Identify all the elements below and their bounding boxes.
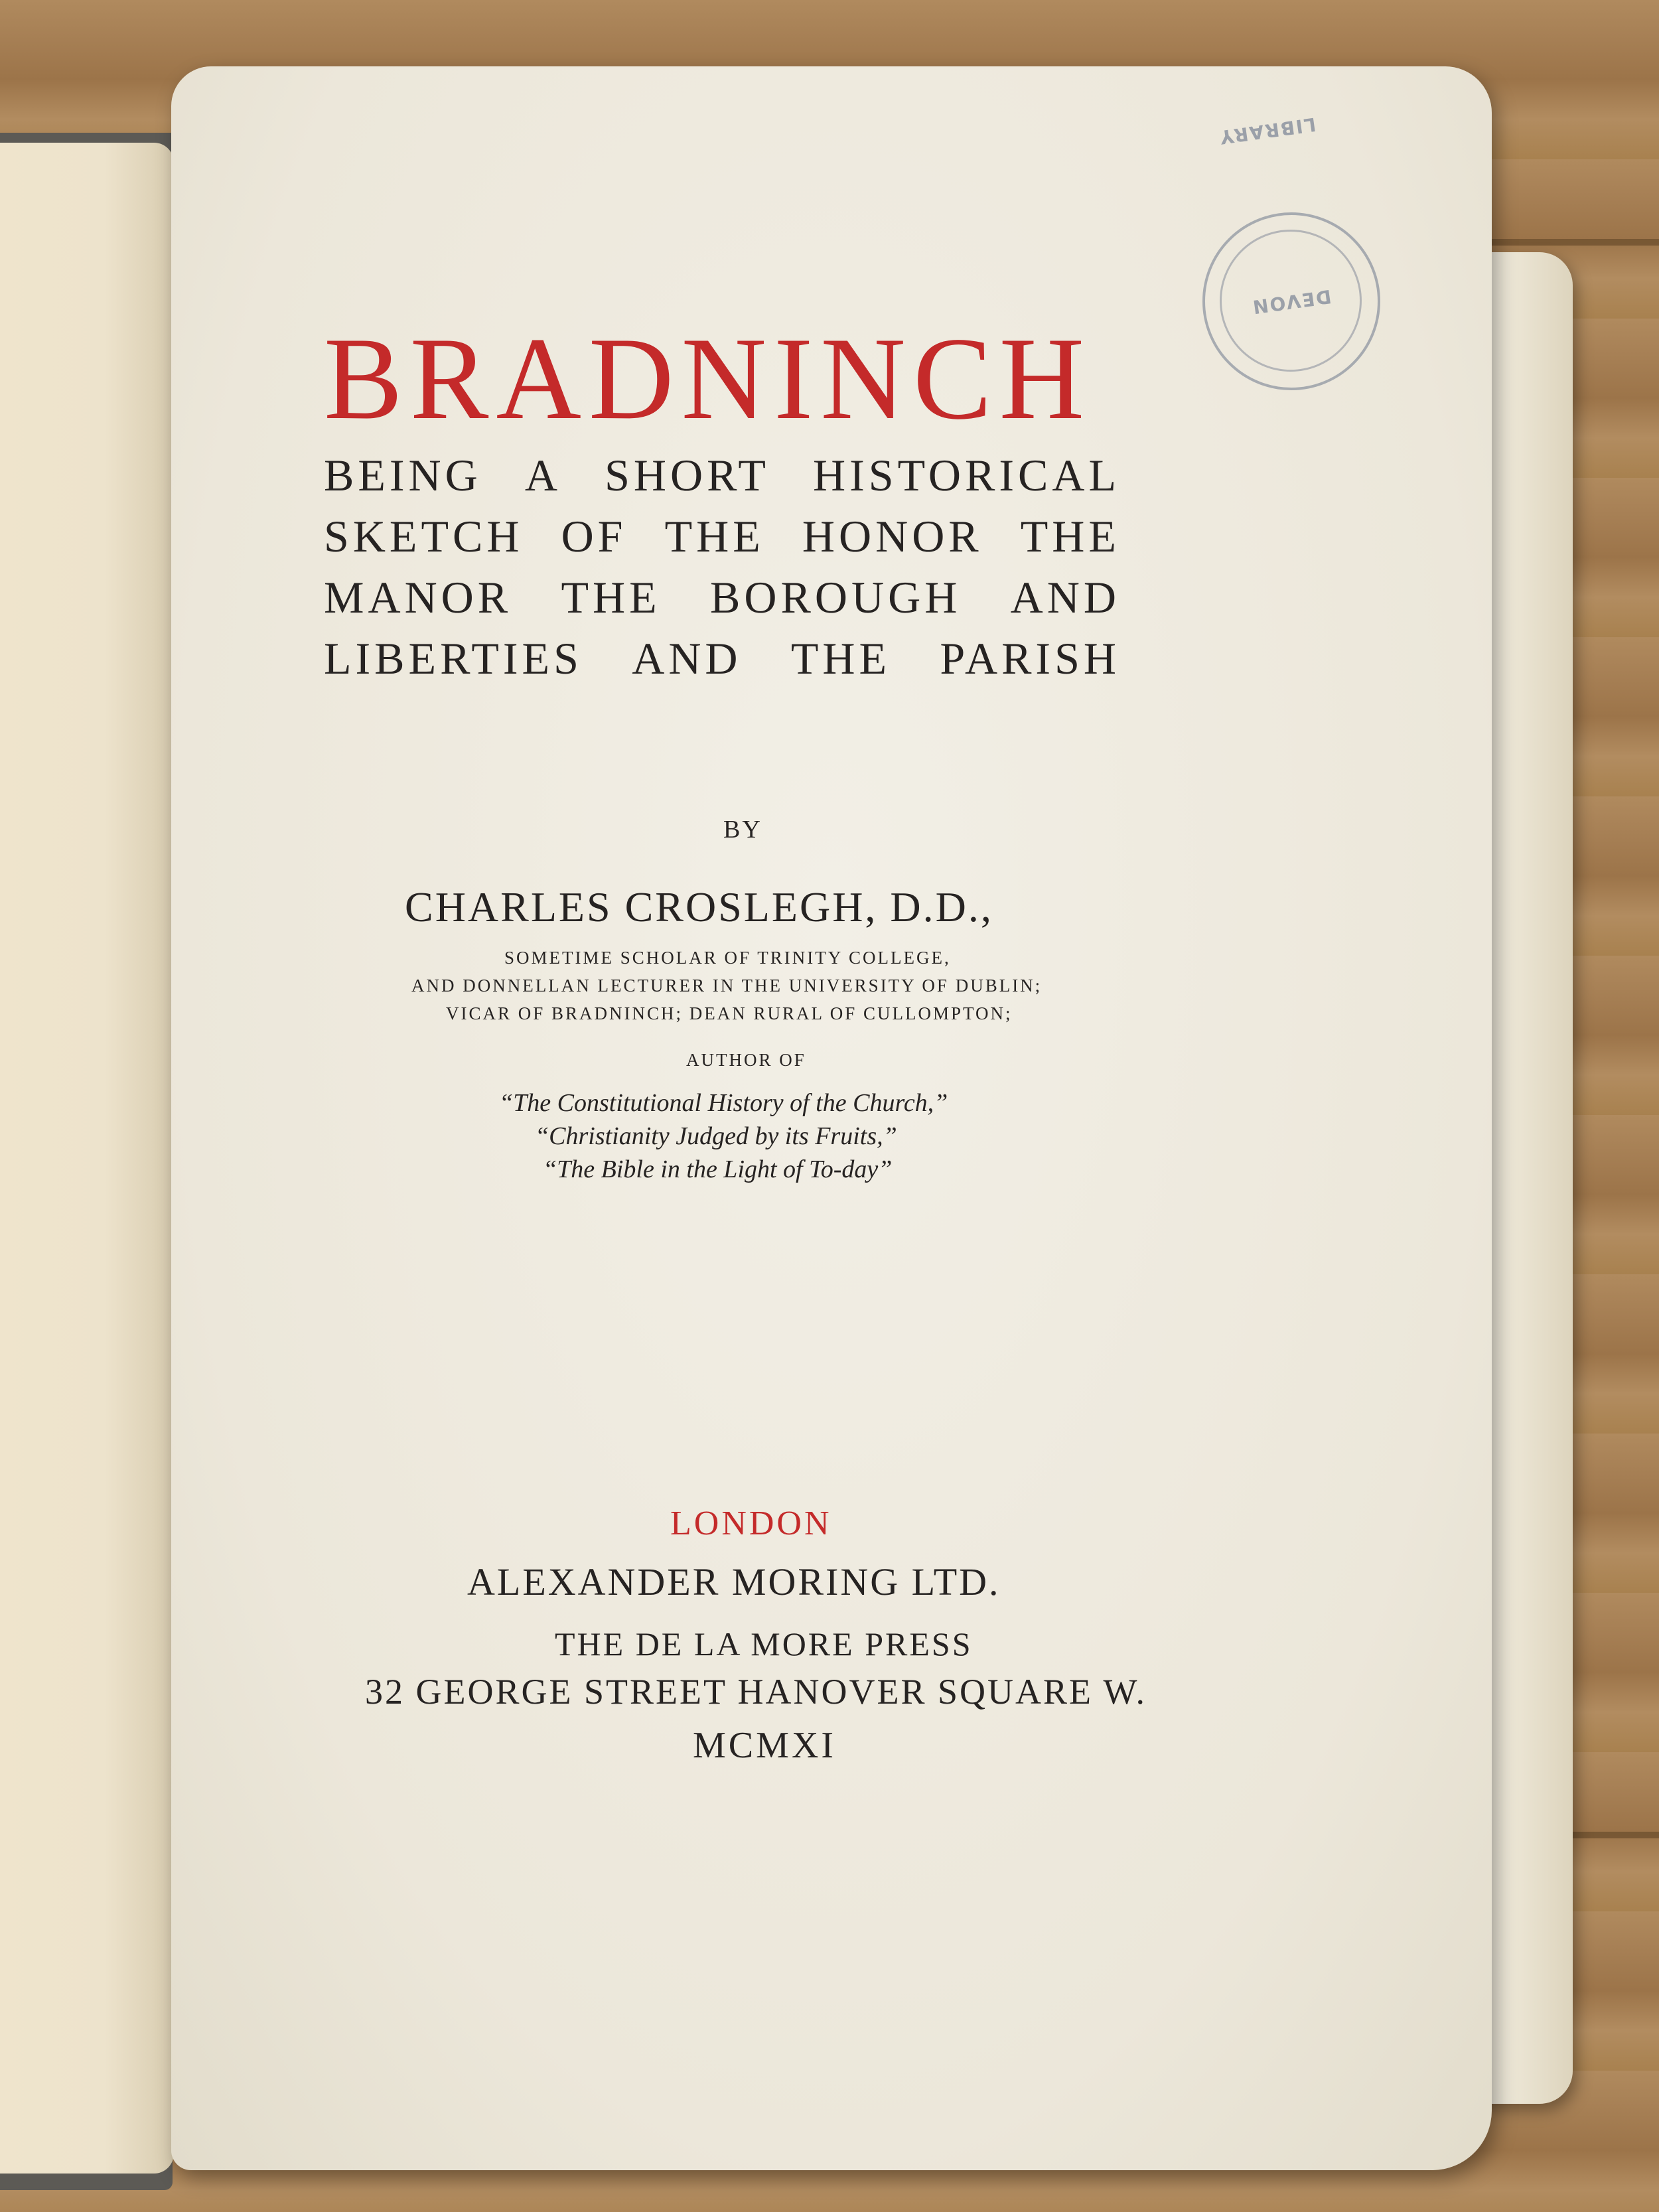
subtitle-word: THE bbox=[561, 572, 661, 623]
subtitle-word: AND bbox=[1010, 572, 1120, 623]
library-stamp bbox=[1202, 113, 1380, 390]
previous-work: “Christianity Judged by its Fruits,” bbox=[535, 1122, 897, 1150]
subtitle-word: MANOR bbox=[324, 572, 512, 623]
subtitle-word: AND bbox=[632, 633, 742, 684]
subtitle-word: OF bbox=[561, 511, 627, 561]
library-stamp-text: DEVON LIBRARY bbox=[1217, 113, 1333, 319]
subtitle-word: PARISH bbox=[940, 633, 1120, 684]
subtitle-word: HISTORICAL bbox=[813, 450, 1120, 500]
author-of-label: AUTHOR OF bbox=[686, 1050, 806, 1070]
imprint-address: 32 GEORGE STREET HANOVER SQUARE W. bbox=[365, 1672, 1147, 1712]
imprint-year: MCMXI bbox=[693, 1725, 837, 1766]
subtitle-line bbox=[324, 445, 1120, 506]
byline: BY bbox=[723, 816, 762, 844]
subtitle-word: SHORT bbox=[605, 450, 770, 500]
subtitle-word: LIBERTIES bbox=[324, 633, 583, 684]
previous-work: “The Bible in the Light of To-day” bbox=[543, 1155, 893, 1183]
subtitle-word: BEING bbox=[324, 450, 482, 500]
subtitle-word: BOROUGH bbox=[710, 572, 962, 623]
subtitle-line bbox=[324, 567, 1120, 628]
imprint-publisher: ALEXANDER MORING LTD. bbox=[467, 1560, 1001, 1603]
subtitle-line bbox=[324, 506, 1120, 567]
imprint-city: LONDON bbox=[670, 1505, 832, 1542]
book-title: BRADNINCH bbox=[324, 313, 1092, 444]
subtitle bbox=[324, 445, 1120, 689]
subtitle-word: THE bbox=[790, 633, 891, 684]
author-name: CHARLES CROSLEGH, D.D., bbox=[405, 883, 993, 930]
previous-work: “The Constitutional History of the Church,” bbox=[499, 1089, 948, 1117]
subtitle-word: THE bbox=[1020, 511, 1120, 561]
subtitle-word: A bbox=[524, 450, 561, 500]
imprint-press: THE DE LA MORE PRESS bbox=[555, 1625, 973, 1662]
author-credential: SOMETIME SCHOLAR OF TRINITY COLLEGE, bbox=[504, 948, 951, 968]
author-credential: VICAR OF BRADNINCH; DEAN RURAL OF CULLOMPTON; bbox=[446, 1003, 1013, 1023]
subtitle-word: HONOR bbox=[802, 511, 983, 561]
subtitle-word: THE bbox=[664, 511, 764, 561]
subtitle-word: SKETCH bbox=[324, 511, 524, 561]
left-page bbox=[0, 143, 174, 2174]
author-credential: AND DONNELLAN LECTURER IN THE UNIVERSITY OF DUBLIN; bbox=[411, 976, 1043, 995]
subtitle-line bbox=[324, 628, 1120, 689]
